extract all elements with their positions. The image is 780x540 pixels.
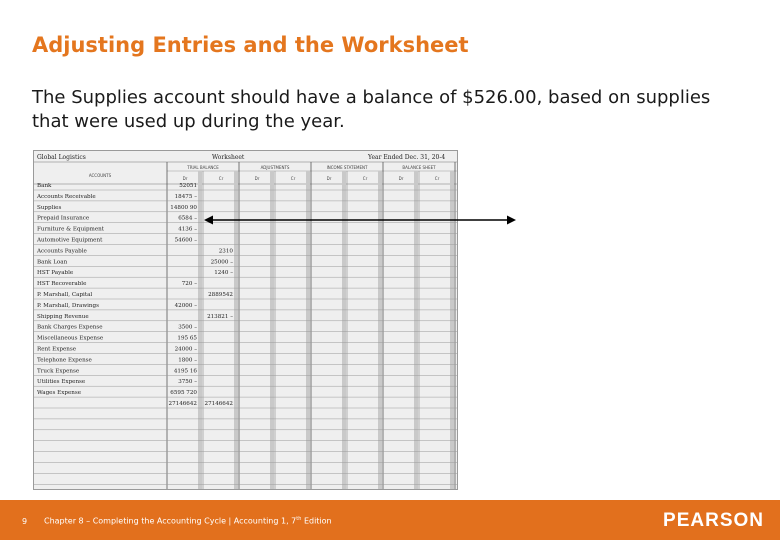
worksheet-account-name: Prepaid Insurance: [37, 215, 90, 222]
worksheet-dr-amount: 24000 –: [174, 346, 197, 353]
worksheet-dr-amount: 52051: [179, 183, 197, 189]
worksheet-account-name: Automotive Equipment: [37, 237, 103, 244]
worksheet-cr-amount: 2310: [218, 248, 233, 255]
worksheet-dr-amount: 195 65: [177, 335, 197, 342]
column-group-header: TRIAL BALANCE: [187, 165, 219, 170]
worksheet-account-name: Miscellaneous Expense: [37, 335, 104, 342]
dr-column-label: Dr: [182, 176, 188, 181]
dr-column-label: Dr: [398, 176, 404, 181]
column-group-header: ADJUSTMENTS: [260, 165, 290, 170]
slide-body-text: The Supplies account should have a balance of $526.00, based on supplies that were used up during the year.: [32, 87, 711, 132]
worksheet-dr-amount: 3500 –: [178, 324, 197, 331]
worksheet-account-name: Shipping Revenue: [37, 313, 89, 320]
worksheet-dr-amount: 6584 –: [178, 215, 197, 222]
worksheet-dr-amount: 4195 16: [173, 368, 197, 375]
worksheet-account-name: Telephone Expense: [37, 357, 92, 364]
worksheet-account-name: Accounts Payable: [37, 248, 87, 255]
worksheet-image: [33, 150, 458, 490]
worksheet-dr-amount: 14800 90: [170, 204, 197, 211]
cr-column-label: Cr: [362, 176, 368, 181]
double-headed-arrow-icon: [200, 210, 520, 230]
slide-title: Adjusting Entries and the Worksheet: [32, 33, 469, 57]
worksheet-cr-amount: 1240 –: [214, 270, 233, 277]
worksheet-company: Global Logistics: [37, 154, 86, 161]
worksheet-account-name: Bank Charges Expense: [37, 324, 103, 331]
pearson-logo: PEARSON: [663, 510, 764, 531]
worksheet-account-name: Rent Expense: [37, 346, 77, 353]
worksheet-dr-amount: 4136 –: [178, 226, 197, 233]
worksheet-account-name: HST Recoverable: [37, 281, 87, 288]
worksheet-grid: [34, 151, 458, 490]
worksheet-dr-amount: 54600 –: [174, 237, 197, 244]
worksheet-account-name: Bank: [37, 183, 52, 189]
worksheet-account-name: Accounts Receivable: [37, 193, 96, 200]
column-group-header: INCOME STATEMENT: [326, 165, 368, 170]
column-group-header: BALANCE SHEET: [402, 165, 436, 170]
worksheet-dr-amount: 3750 –: [178, 379, 197, 386]
dr-column-label: Dr: [326, 176, 332, 181]
worksheet-dr-amount: 42000 –: [174, 302, 197, 309]
accounts-column-header: ACCOUNTS: [88, 173, 112, 178]
worksheet-cr-amount: 2889542: [208, 292, 233, 298]
worksheet-cr-amount: 213821 –: [207, 313, 233, 320]
worksheet-account-name: Furniture & Equipment: [37, 226, 105, 233]
worksheet-account-name: Truck Expense: [37, 368, 80, 375]
worksheet-account-name: Bank Loan: [37, 259, 68, 266]
cr-column-label: Cr: [290, 176, 296, 181]
worksheet-dr-amount: 18475 –: [174, 193, 197, 200]
dr-column-label: Dr: [254, 176, 260, 181]
worksheet-account-name: P. Marshall, Drawings: [37, 302, 99, 309]
worksheet-account-name: Wages Expense: [37, 390, 82, 397]
worksheet-dr-amount: 27146642: [168, 401, 197, 407]
worksheet-dr-amount: 6595 720: [170, 390, 197, 397]
worksheet-cr-amount: 25000 –: [210, 259, 233, 266]
cr-column-label: Cr: [434, 176, 440, 181]
worksheet-account-name: Utilities Expense: [37, 379, 86, 386]
cr-column-label: Cr: [218, 176, 224, 181]
worksheet-account-name: P. Marshall, Capital: [37, 292, 93, 298]
worksheet-account-name: HST Payable: [37, 270, 74, 277]
footer-chapter-text: Chapter 8 – Completing the Accounting Cycle | Accounting 1, 7th Edition: [44, 516, 332, 526]
worksheet-dr-amount: 720 –: [181, 281, 197, 288]
worksheet-dr-amount: 1800 –: [178, 357, 197, 364]
worksheet-cr-amount: 27146642: [204, 401, 233, 407]
worksheet-account-name: Supplies: [37, 204, 62, 211]
footer-bar: [0, 500, 780, 540]
worksheet-period: Year Ended Dec. 31, 20-4: [368, 154, 446, 161]
page-number: 9: [22, 517, 28, 526]
worksheet-form-title: Worksheet: [212, 154, 245, 161]
